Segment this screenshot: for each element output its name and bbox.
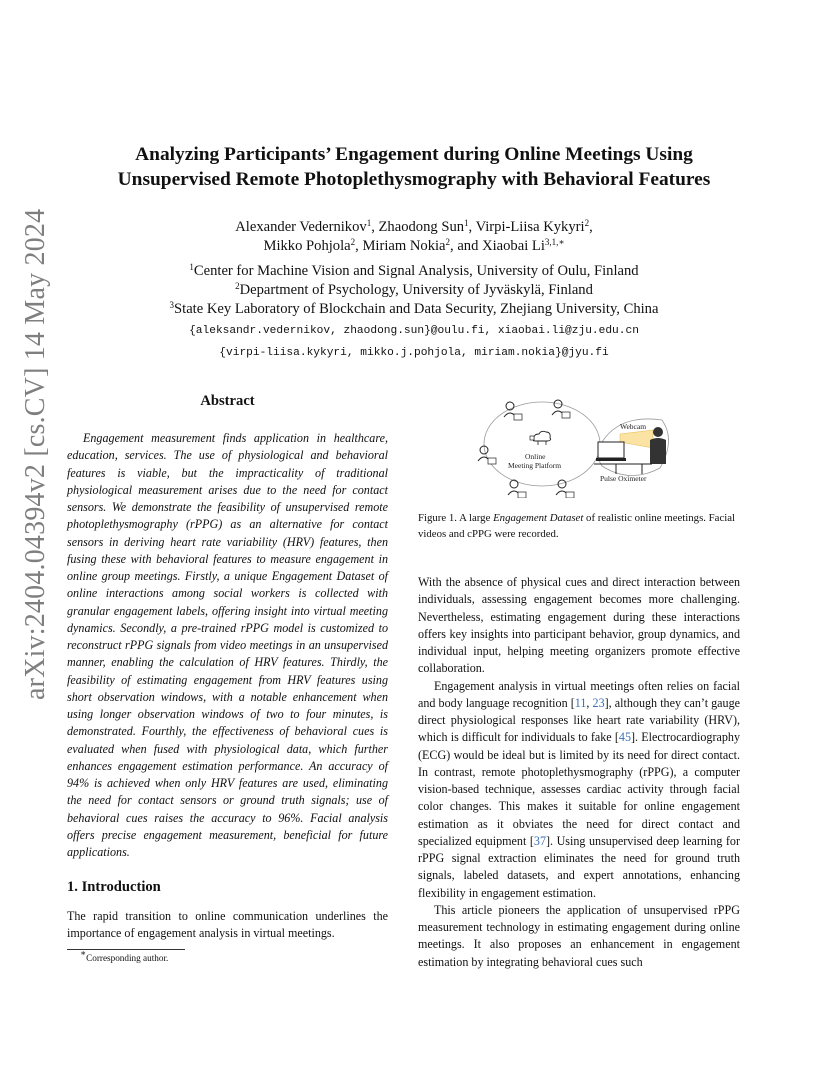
affiliation-text: State Key Laboratory of Blockchain and Data Security, Zhejiang University, China	[174, 301, 659, 318]
caption-suffix: of realistic online meetings. Facial videos and cPPG were recorded.	[418, 512, 736, 540]
participant-icon	[508, 480, 526, 498]
platform-label-2: Meeting Platform	[508, 461, 562, 470]
author-affil-sup: 2	[584, 218, 590, 229]
author-list	[60, 218, 768, 256]
author-affil-sup: 2	[445, 237, 451, 248]
oximeter-label: Pulse Oximeter	[600, 474, 647, 483]
abstract-text: Engagement measurement finds application in healthcare, education, services. The use of physiological and behavioral features is viable, but the impracticality of traditional physiological measurement arises due to the need for contact sensors. We demonstrate the feasibility of unsupervised remote photoplethysmography (rPPG) as an alternative for contact sensors in deriving heart rate variability (HRV) features, then fusing these with behavioral features to measure engagement in online group meetings. Firstly, a unique Engagement Dataset of online interactions among social workers is collected with granular engagement labels, offering insight into virtual meeting dynamics. Secondly, a pre-trained rPPG model is customized to reconstruct rPPG signals from video meetings in an unsupervised manner, enabling the calculation of HRV features. Thirdly, the feasibility of estimating engagement from HRV features using short observation windows, with a notable enhancement when using longer observation windows of two to four minutes, is demonstrated. Fourthly, the effectiveness of behavioral cues is evaluated when fused with physiological data, which further enhances engagement estimation performance. An accuracy of 94% is achieved when only HRV features are used, eliminating the need for contact sensors or ground truth signals; use of behavioral cues raises the accuracy to 96%. Facial analysis offers precise engagement measurement, beneficial for future applications.	[67, 431, 388, 859]
caption-prefix: Figure 1. A large	[418, 512, 494, 524]
author-affil-sup: 3,1,∗	[544, 237, 565, 248]
platform-ring	[484, 402, 600, 486]
author-affil-sup: 1	[366, 218, 372, 229]
author-name: Xiaobai Li	[482, 238, 545, 254]
title-line-1: Analyzing Participants’ Engagement during Online Meetings Using	[135, 144, 693, 165]
citation-link[interactable]: 11	[574, 695, 587, 710]
participant-icon	[552, 400, 570, 418]
citation-link[interactable]: 37	[533, 833, 546, 848]
email-line-1: {aleksandr.vedernikov, zhaodong.sun}@oulu.fi, xiaobai.li@zju.edu.cn	[189, 325, 639, 337]
email-line-2: {virpi-liisa.kykyri, mikko.j.pohjola, miriam.nokia}@jyu.fi	[219, 347, 609, 359]
affiliation-sup: 2	[235, 281, 240, 292]
intro-paragraph-2: With the absence of physical cues and direct interaction between individuals, assessing engagement becomes more challenging. Nevertheless, estimating engagement during these interactions offers key insights into participant behavior, group dynamics, and individual input, helping meeting organizers promote effective collaboration.	[418, 575, 740, 676]
affiliation-list	[60, 262, 768, 320]
text-span: ]. Electrocardiography (ECG) would be ideal but is limited by its need for direct contact. In contrast, remote photoplethysmography (rPPG), a computer vision-based technique, assesses cardiac activity through facial color changes. This makes it suitable for online engagement estimation as it obviates the need for direct contact and specialized equipment [	[418, 730, 740, 848]
affiliation	[60, 300, 768, 319]
author-name: Miriam Nokia	[362, 238, 446, 254]
intro-paragraph-4: This article pioneers the application of unsupervised rPPG measurement technology in estimating engagement during online meetings. It also proposes an enhancement in engagement estimation by integrating behavioral cues such	[418, 902, 740, 969]
introduction-continued	[418, 574, 740, 971]
abstract-heading: Abstract	[200, 393, 255, 409]
author-name: Zhaodong Sun	[378, 219, 465, 235]
figure-1-illustration	[470, 380, 680, 498]
email-list	[60, 320, 768, 364]
introduction-heading: 1. Introduction	[67, 879, 161, 895]
citation-link[interactable]: 45	[618, 730, 632, 745]
caption-dataset-name: Engagement Dataset	[493, 512, 584, 524]
footnote-text: Corresponding author.	[86, 953, 169, 963]
title-line-2: Unsupervised Remote Photoplethysmography with Behavioral Features	[117, 169, 711, 190]
author-line-2: Mikko Pohjola$^2$, Miriam Nokia$^2$, and Xiaobai $Li^{3,1,∗}$	[263, 237, 565, 254]
author-line-1: Alexander Vedernikov$^1$, Zhaodong Sun$^1$, Virpi-Liisa Kykyri$^2$,	[235, 218, 593, 235]
arxiv-identifier: arXiv:2404.04394v2 [cs.CV] 14 May 2024	[20, 208, 51, 700]
intro-paragraph-3	[418, 678, 740, 902]
affiliation	[60, 281, 768, 300]
text-span: ,	[586, 695, 593, 710]
author-name: Mikko Pohjola	[263, 238, 351, 254]
cloud-network-icon	[530, 431, 551, 445]
affiliation-sup: 3	[169, 300, 175, 311]
citation-link[interactable]: 23	[592, 695, 605, 710]
introduction-paragraph: The rapid transition to online communication underlines the importance of engagement analysis in virtual meetings.	[67, 909, 388, 941]
paper-title	[80, 142, 748, 192]
platform-label-1: Online	[525, 452, 546, 461]
affiliation-text: Center for Machine Vision and Signal Analysis, University of Oulu, Finland	[193, 263, 639, 279]
text-span: ], although they can’t gauge direct physiological responses like heart rate variability (HRV), which is difficult for individuals to fake [	[418, 695, 741, 745]
text-span: Engagement analysis in virtual meetings often relies on facial and body language recognition [	[418, 678, 740, 710]
webcam-label: Webcam	[620, 422, 647, 431]
author-name: Virpi-Liisa Kykyri	[475, 219, 585, 235]
author-affil-sup: 1	[464, 218, 469, 229]
participant-icon	[478, 446, 496, 464]
affiliation	[60, 262, 768, 281]
affiliation-text: Department of Psychology, University of Jyväskylä, Finland	[239, 282, 593, 299]
affiliation-sup: 1	[189, 262, 194, 273]
author-affil-sup: 2	[350, 237, 356, 248]
footnote-mark: ∗	[80, 948, 87, 959]
meeting-diagram	[470, 380, 680, 498]
figure-1-caption	[418, 511, 740, 542]
text-span: ]. Using unsupervised deep learning for rPPG signal extraction eliminates the need for ground truth signals, labeled datasets, and expert annotations, enhancing flexibility in engagement estimation.	[418, 833, 741, 900]
footnote	[80, 948, 169, 963]
webcam-light-cone	[620, 430, 653, 448]
author-name: Alexander Vedernikov	[235, 219, 367, 235]
